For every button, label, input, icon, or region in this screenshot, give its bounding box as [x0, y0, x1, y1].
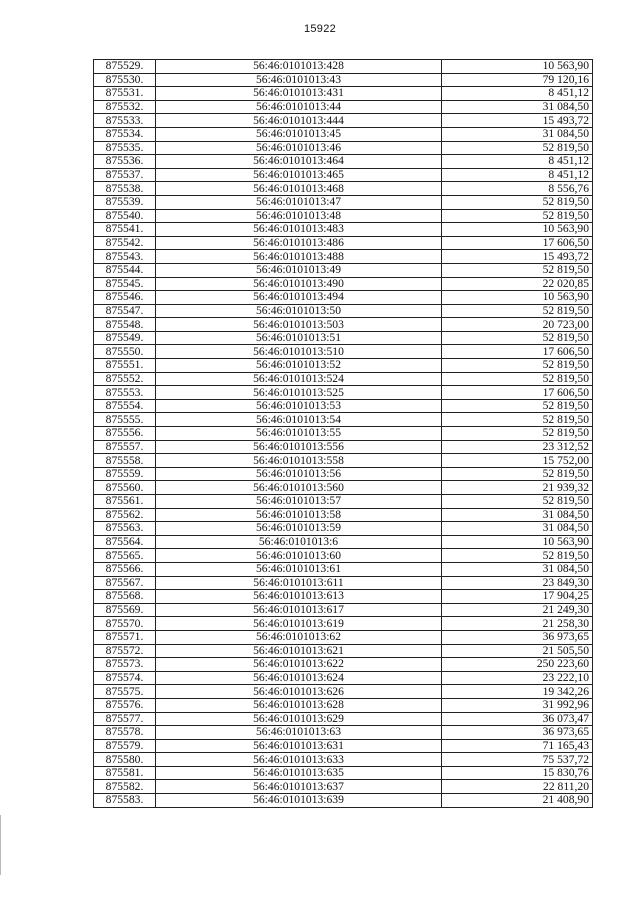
row-number-cell: 875577. [94, 712, 156, 726]
row-number-cell: 875536. [94, 155, 156, 169]
row-number-cell: 875580. [94, 753, 156, 767]
cadastral-number-cell: 56:46:0101013:51 [156, 331, 442, 345]
row-number-cell: 875557. [94, 440, 156, 454]
cadastral-number-cell: 56:46:0101013:56 [156, 467, 442, 481]
table-row [94, 209, 593, 223]
row-number-cell: 875568. [94, 590, 156, 604]
cadastral-number-cell: 56:46:0101013:629 [156, 712, 442, 726]
cadastral-number-cell: 56:46:0101013:57 [156, 495, 442, 509]
table-row [94, 617, 593, 631]
registry-table-body [94, 60, 593, 808]
table-row [94, 263, 593, 277]
cadastral-number-cell: 56:46:0101013:621 [156, 644, 442, 658]
cadastral-number-cell: 56:46:0101013:431 [156, 87, 442, 101]
value-cell: 22 811,20 [442, 780, 593, 794]
row-number-cell: 875574. [94, 671, 156, 685]
value-cell: 52 819,50 [442, 399, 593, 413]
cadastral-number-cell: 56:46:0101013:468 [156, 182, 442, 196]
cadastral-number-cell: 56:46:0101013:54 [156, 413, 442, 427]
row-number-cell: 875566. [94, 562, 156, 576]
value-cell: 10 563,90 [442, 223, 593, 237]
value-cell: 23 849,30 [442, 576, 593, 590]
cadastral-number-cell: 56:46:0101013:525 [156, 386, 442, 400]
cadastral-number-cell: 56:46:0101013:556 [156, 440, 442, 454]
row-number-cell: 875563. [94, 522, 156, 536]
value-cell: 20 723,00 [442, 318, 593, 332]
value-cell: 10 563,90 [442, 291, 593, 305]
table-row [94, 440, 593, 454]
row-number-cell: 875560. [94, 481, 156, 495]
table-row [94, 644, 593, 658]
value-cell: 75 537,72 [442, 753, 593, 767]
row-number-cell: 875564. [94, 535, 156, 549]
row-number-cell: 875532. [94, 100, 156, 114]
value-cell: 17 904,25 [442, 590, 593, 604]
cadastral-number-cell: 56:46:0101013:624 [156, 671, 442, 685]
row-number-cell: 875581. [94, 766, 156, 780]
table-row [94, 495, 593, 509]
row-number-cell: 875534. [94, 127, 156, 141]
cadastral-number-cell: 56:46:0101013:639 [156, 794, 442, 808]
table-row [94, 250, 593, 264]
table-row [94, 481, 593, 495]
value-cell: 17 606,50 [442, 345, 593, 359]
value-cell: 15 493,72 [442, 250, 593, 264]
table-row [94, 372, 593, 386]
value-cell: 36 073,47 [442, 712, 593, 726]
row-number-cell: 875583. [94, 794, 156, 808]
row-number-cell: 875545. [94, 277, 156, 291]
value-cell: 15 493,72 [442, 114, 593, 128]
table-row [94, 780, 593, 794]
table-row [94, 413, 593, 427]
table-row [94, 73, 593, 87]
table-row [94, 291, 593, 305]
value-cell: 31 084,50 [442, 508, 593, 522]
cadastral-number-cell: 56:46:0101013:53 [156, 399, 442, 413]
table-row [94, 399, 593, 413]
cadastral-number-cell: 56:46:0101013:633 [156, 753, 442, 767]
value-cell: 19 342,26 [442, 685, 593, 699]
table-row [94, 100, 593, 114]
table-row [94, 359, 593, 373]
value-cell: 17 606,50 [442, 386, 593, 400]
row-number-cell: 875550. [94, 345, 156, 359]
row-number-cell: 875549. [94, 331, 156, 345]
table-row [94, 427, 593, 441]
table-row [94, 766, 593, 780]
value-cell: 31 084,50 [442, 562, 593, 576]
table-row [94, 60, 593, 74]
cadastral-number-cell: 56:46:0101013:494 [156, 291, 442, 305]
table-row [94, 454, 593, 468]
cadastral-number-cell: 56:46:0101013:637 [156, 780, 442, 794]
table-row [94, 549, 593, 563]
value-cell: 52 819,50 [442, 372, 593, 386]
value-cell: 250 223,60 [442, 658, 593, 672]
table-row [94, 155, 593, 169]
cadastral-number-cell: 56:46:0101013:486 [156, 236, 442, 250]
row-number-cell: 875553. [94, 386, 156, 400]
table-row [94, 127, 593, 141]
value-cell: 31 992,96 [442, 698, 593, 712]
value-cell: 52 819,50 [442, 427, 593, 441]
row-number-cell: 875572. [94, 644, 156, 658]
cadastral-number-cell: 56:46:0101013:46 [156, 141, 442, 155]
table-row [94, 712, 593, 726]
row-number-cell: 875544. [94, 263, 156, 277]
value-cell: 71 165,43 [442, 739, 593, 753]
row-number-cell: 875543. [94, 250, 156, 264]
row-number-cell: 875570. [94, 617, 156, 631]
cadastral-number-cell: 56:46:0101013:613 [156, 590, 442, 604]
value-cell: 10 563,90 [442, 535, 593, 549]
value-cell: 21 939,32 [442, 481, 593, 495]
table-row [94, 304, 593, 318]
cadastral-number-cell: 56:46:0101013:63 [156, 726, 442, 740]
cadastral-number-cell: 56:46:0101013:622 [156, 658, 442, 672]
cadastral-number-cell: 56:46:0101013:631 [156, 739, 442, 753]
cadastral-number-cell: 56:46:0101013:483 [156, 223, 442, 237]
row-number-cell: 875573. [94, 658, 156, 672]
value-cell: 52 819,50 [442, 549, 593, 563]
cadastral-number-cell: 56:46:0101013:510 [156, 345, 442, 359]
table-row [94, 658, 593, 672]
value-cell: 36 973,65 [442, 726, 593, 740]
cadastral-number-cell: 56:46:0101013:635 [156, 766, 442, 780]
cadastral-number-cell: 56:46:0101013:52 [156, 359, 442, 373]
row-number-cell: 875540. [94, 209, 156, 223]
value-cell: 52 819,50 [442, 304, 593, 318]
cadastral-number-cell: 56:46:0101013:488 [156, 250, 442, 264]
cadastral-number-cell: 56:46:0101013:617 [156, 603, 442, 617]
table-row [94, 535, 593, 549]
cadastral-number-cell: 56:46:0101013:428 [156, 60, 442, 74]
table-row [94, 168, 593, 182]
table-row [94, 182, 593, 196]
cadastral-number-cell: 56:46:0101013:628 [156, 698, 442, 712]
row-number-cell: 875561. [94, 495, 156, 509]
value-cell: 52 819,50 [442, 359, 593, 373]
value-cell: 23 222,10 [442, 671, 593, 685]
row-number-cell: 875559. [94, 467, 156, 481]
cadastral-number-cell: 56:46:0101013:558 [156, 454, 442, 468]
table-row [94, 630, 593, 644]
row-number-cell: 875567. [94, 576, 156, 590]
value-cell: 17 606,50 [442, 236, 593, 250]
cadastral-number-cell: 56:46:0101013:59 [156, 522, 442, 536]
table-row [94, 386, 593, 400]
cadastral-number-cell: 56:46:0101013:44 [156, 100, 442, 114]
cadastral-number-cell: 56:46:0101013:524 [156, 372, 442, 386]
table-row [94, 671, 593, 685]
row-number-cell: 875537. [94, 168, 156, 182]
row-number-cell: 875569. [94, 603, 156, 617]
table-row [94, 114, 593, 128]
value-cell: 8 451,12 [442, 87, 593, 101]
cadastral-number-cell: 56:46:0101013:43 [156, 73, 442, 87]
row-number-cell: 875558. [94, 454, 156, 468]
row-number-cell: 875576. [94, 698, 156, 712]
row-number-cell: 875541. [94, 223, 156, 237]
cadastral-number-cell: 56:46:0101013:58 [156, 508, 442, 522]
cadastral-number-cell: 56:46:0101013:503 [156, 318, 442, 332]
cadastral-number-cell: 56:46:0101013:611 [156, 576, 442, 590]
row-number-cell: 875542. [94, 236, 156, 250]
table-row [94, 236, 593, 250]
row-number-cell: 875533. [94, 114, 156, 128]
value-cell: 52 819,50 [442, 467, 593, 481]
value-cell: 23 312,52 [442, 440, 593, 454]
row-number-cell: 875554. [94, 399, 156, 413]
row-number-cell: 875562. [94, 508, 156, 522]
value-cell: 52 819,50 [442, 141, 593, 155]
value-cell: 52 819,50 [442, 413, 593, 427]
row-number-cell: 875579. [94, 739, 156, 753]
row-number-cell: 875565. [94, 549, 156, 563]
row-number-cell: 875539. [94, 195, 156, 209]
table-row [94, 726, 593, 740]
value-cell: 21 408,90 [442, 794, 593, 808]
value-cell: 21 258,30 [442, 617, 593, 631]
table-row [94, 277, 593, 291]
cadastral-number-cell: 56:46:0101013:6 [156, 535, 442, 549]
value-cell: 15 752,00 [442, 454, 593, 468]
row-number-cell: 875571. [94, 630, 156, 644]
value-cell: 8 451,12 [442, 155, 593, 169]
cadastral-number-cell: 56:46:0101013:465 [156, 168, 442, 182]
cadastral-number-cell: 56:46:0101013:464 [156, 155, 442, 169]
value-cell: 31 084,50 [442, 522, 593, 536]
row-number-cell: 875546. [94, 291, 156, 305]
row-number-cell: 875582. [94, 780, 156, 794]
value-cell: 21 505,50 [442, 644, 593, 658]
cadastral-number-cell: 56:46:0101013:60 [156, 549, 442, 563]
value-cell: 31 084,50 [442, 127, 593, 141]
cadastral-number-cell: 56:46:0101013:45 [156, 127, 442, 141]
table-row [94, 794, 593, 808]
table-row [94, 576, 593, 590]
table-row [94, 753, 593, 767]
row-number-cell: 875578. [94, 726, 156, 740]
cadastral-number-cell: 56:46:0101013:444 [156, 114, 442, 128]
row-number-cell: 875535. [94, 141, 156, 155]
row-number-cell: 875529. [94, 60, 156, 74]
row-number-cell: 875530. [94, 73, 156, 87]
value-cell: 79 120,16 [442, 73, 593, 87]
row-number-cell: 875538. [94, 182, 156, 196]
cadastral-number-cell: 56:46:0101013:48 [156, 209, 442, 223]
page-number: 15922 [303, 23, 337, 35]
cadastral-number-cell: 56:46:0101013:560 [156, 481, 442, 495]
row-number-cell: 875547. [94, 304, 156, 318]
value-cell: 52 819,50 [442, 263, 593, 277]
table-row [94, 223, 593, 237]
table-row [94, 685, 593, 699]
cadastral-number-cell: 56:46:0101013:61 [156, 562, 442, 576]
table-row [94, 318, 593, 332]
table-row [94, 141, 593, 155]
registry-table [93, 59, 593, 808]
row-number-cell: 875556. [94, 427, 156, 441]
row-number-cell: 875575. [94, 685, 156, 699]
table-row [94, 331, 593, 345]
value-cell: 31 084,50 [442, 100, 593, 114]
table-row [94, 345, 593, 359]
value-cell: 22 020,85 [442, 277, 593, 291]
table-row [94, 467, 593, 481]
table-row [94, 195, 593, 209]
table-row [94, 590, 593, 604]
scan-margin-mark [0, 815, 1, 875]
value-cell: 10 563,90 [442, 60, 593, 74]
value-cell: 52 819,50 [442, 195, 593, 209]
value-cell: 36 973,65 [442, 630, 593, 644]
value-cell: 15 830,76 [442, 766, 593, 780]
table-row [94, 603, 593, 617]
cadastral-number-cell: 56:46:0101013:62 [156, 630, 442, 644]
table-row [94, 739, 593, 753]
value-cell: 21 249,30 [442, 603, 593, 617]
table-row [94, 562, 593, 576]
value-cell: 52 819,50 [442, 495, 593, 509]
cadastral-number-cell: 56:46:0101013:619 [156, 617, 442, 631]
table-row [94, 522, 593, 536]
value-cell: 8 451,12 [442, 168, 593, 182]
table-row [94, 508, 593, 522]
row-number-cell: 875551. [94, 359, 156, 373]
row-number-cell: 875548. [94, 318, 156, 332]
row-number-cell: 875555. [94, 413, 156, 427]
cadastral-number-cell: 56:46:0101013:49 [156, 263, 442, 277]
cadastral-number-cell: 56:46:0101013:47 [156, 195, 442, 209]
table-row [94, 698, 593, 712]
cadastral-number-cell: 56:46:0101013:626 [156, 685, 442, 699]
value-cell: 52 819,50 [442, 209, 593, 223]
value-cell: 52 819,50 [442, 331, 593, 345]
cadastral-number-cell: 56:46:0101013:50 [156, 304, 442, 318]
table-row [94, 87, 593, 101]
cadastral-number-cell: 56:46:0101013:490 [156, 277, 442, 291]
cadastral-number-cell: 56:46:0101013:55 [156, 427, 442, 441]
row-number-cell: 875552. [94, 372, 156, 386]
value-cell: 8 556,76 [442, 182, 593, 196]
row-number-cell: 875531. [94, 87, 156, 101]
